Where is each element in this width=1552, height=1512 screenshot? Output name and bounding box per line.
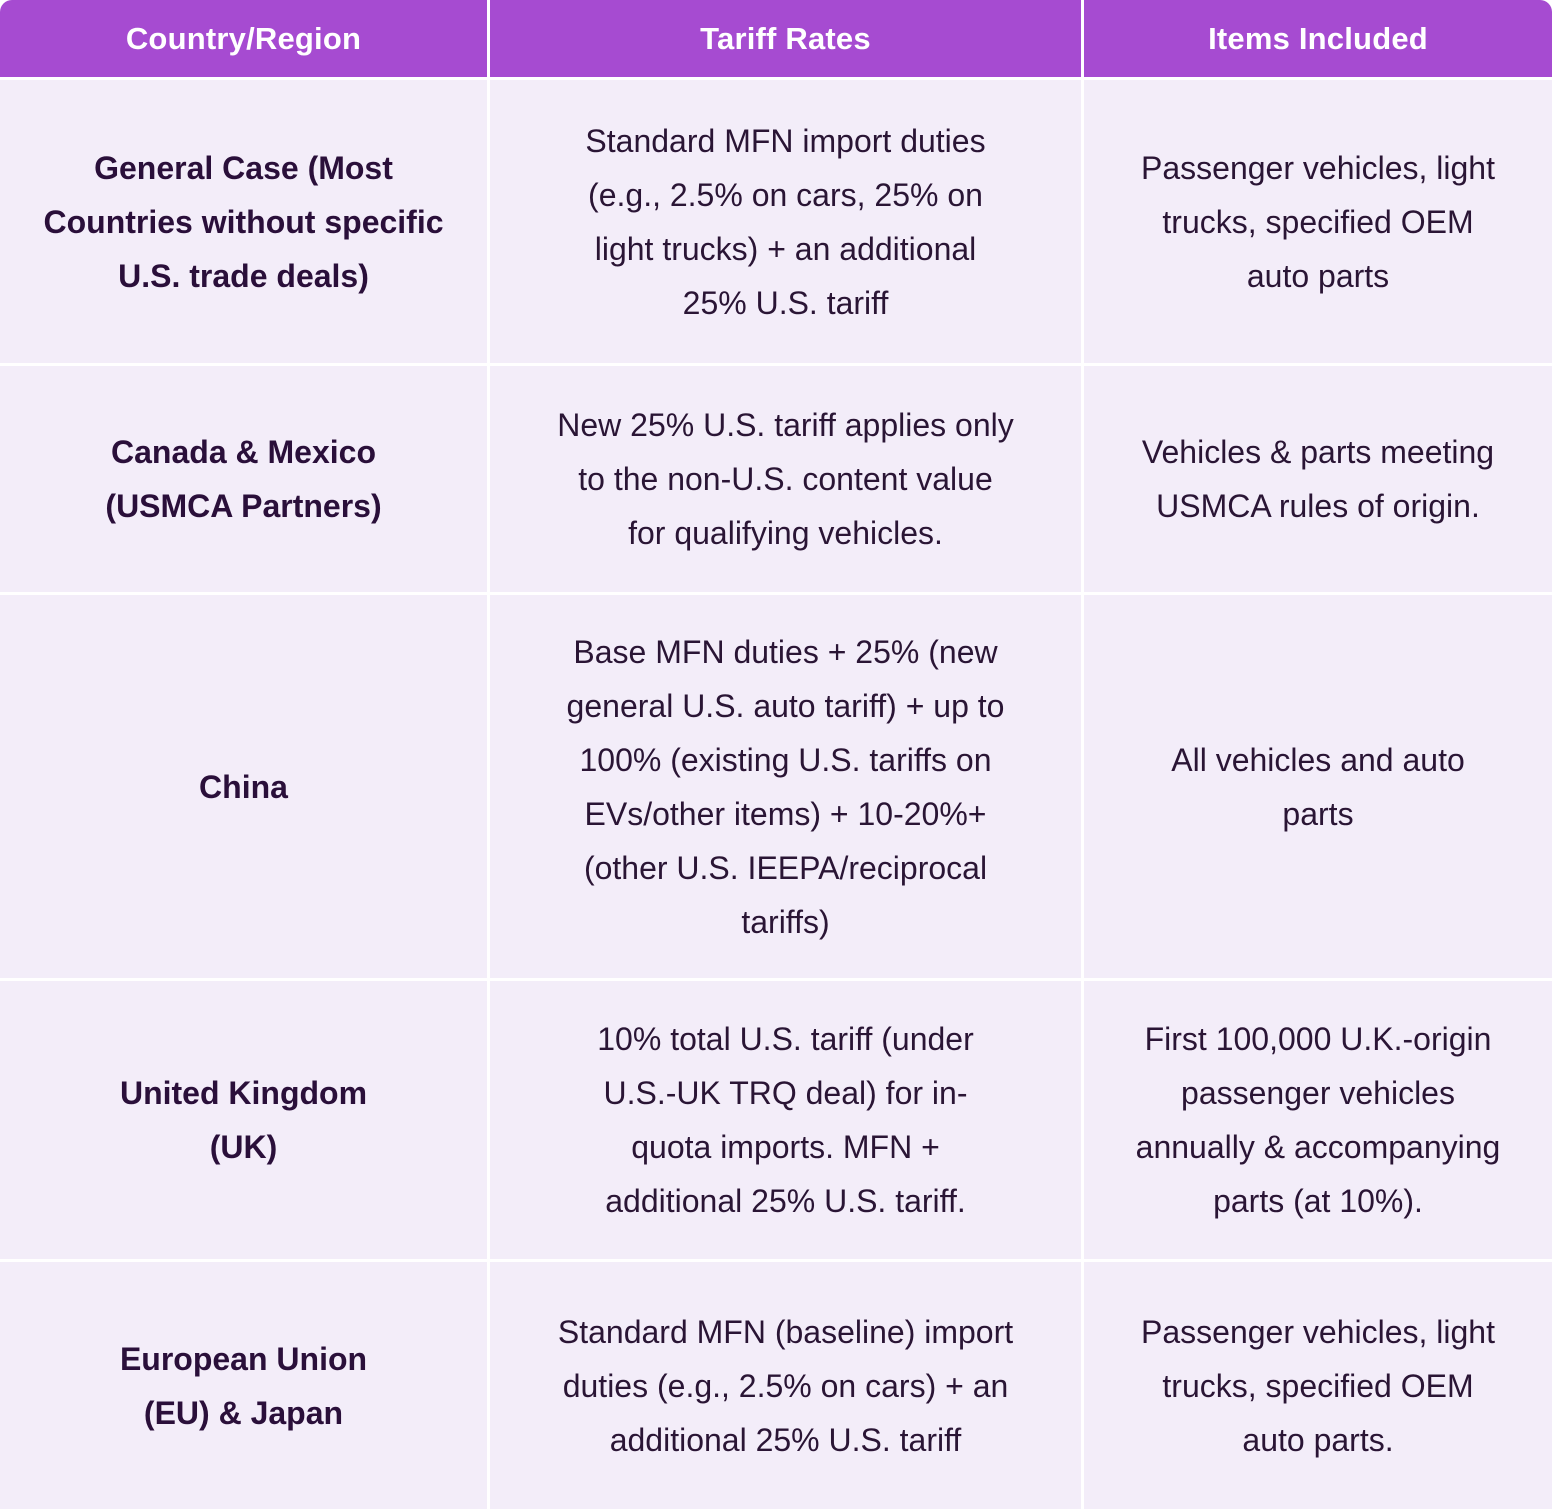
region-label: Canada & Mexico (USMCA Partners) xyxy=(105,434,382,524)
tariff-text: Base MFN duties + 25% (new general U.S. auto tariff) + up to 100% (existing U.S. tariffs on EVs/other items) + 10-20%+ (other U.S. IEEPA/reciprocal tariffs) xyxy=(566,633,1005,940)
items-text: Passenger vehicles, light trucks, specified OEM auto parts. xyxy=(1141,1313,1495,1458)
items-text: All vehicles and auto parts xyxy=(1171,741,1465,832)
table-row-items xyxy=(1084,80,1552,366)
region-label: China xyxy=(199,768,288,805)
table-row-tariff xyxy=(490,80,1084,366)
tariff-text: New 25% U.S. tariff applies only to the non-U.S. content value for qualifying vehicles. xyxy=(557,407,1014,551)
table-row-region xyxy=(0,595,490,981)
column-header-country-region: Country/Region xyxy=(0,0,490,80)
table-row-items xyxy=(1084,981,1552,1262)
tariff-text: 10% total U.S. tariff (under U.S.-UK TRQ deal) for in-quota imports. MFN + additional 25% U.S. tariff. xyxy=(597,1021,974,1219)
table-row-tariff xyxy=(490,366,1084,595)
region-label: United Kingdom (UK) xyxy=(119,1075,368,1165)
table-row-items xyxy=(1084,595,1552,981)
tariff-text: Standard MFN import duties (e.g., 2.5% on cars, 25% on light trucks) + an additional 25% U.S. tariff xyxy=(585,122,986,321)
table-row-region xyxy=(0,1262,490,1512)
column-header-tariff-rates: Tariff Rates xyxy=(490,0,1084,80)
region-label: General Case (Most Countries without specific U.S. trade deals) xyxy=(43,149,444,294)
tariff-text: Standard MFN (baseline) import duties (e.g., 2.5% on cars) + an additional 25% U.S. tariff xyxy=(557,1313,1014,1458)
table-row-items xyxy=(1084,1262,1552,1512)
table-row-tariff xyxy=(490,1262,1084,1512)
items-text: Passenger vehicles, light trucks, specified OEM auto parts xyxy=(1141,149,1495,294)
table-row-tariff xyxy=(490,595,1084,981)
items-text: Vehicles & parts meeting USMCA rules of origin. xyxy=(1141,434,1495,524)
table-row-tariff xyxy=(490,981,1084,1262)
items-text: First 100,000 U.K.-origin passenger vehicles annually & accompanying parts (at 10%). xyxy=(1135,1021,1501,1219)
table-row-items xyxy=(1084,366,1552,595)
region-label: European Union (EU) & Japan xyxy=(119,1340,368,1431)
table-row-region xyxy=(0,366,490,595)
column-header-items-included: Items Included xyxy=(1084,0,1552,80)
table-row-region xyxy=(0,80,490,366)
table-row-region xyxy=(0,981,490,1262)
